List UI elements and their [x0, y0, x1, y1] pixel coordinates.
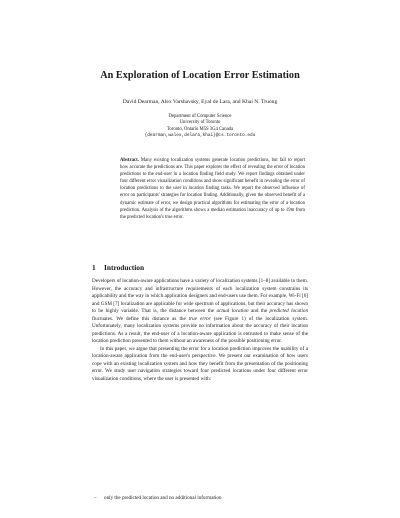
section-number: 1 — [92, 263, 96, 272]
affiliation-university: University of Toronto — [179, 120, 221, 126]
abstract-label: Abstract. — [120, 158, 139, 163]
paragraph-1-part-1: Developers of location-aware applications have a variety of localization systems [1–8] available to them. However, the accuracy and infrastructure requirements of each localization system constrains its applicability and the way in which application designers and end-users use them. For example, Wi-Fi [6] and GSM [7] localization are applicable for wide spectrum of applications, but their accuracy has shown to be highly variable. That is, the distance between the — [92, 278, 308, 314]
paper-title: An Exploration of Location Error Estimation — [100, 70, 300, 81]
abstract — [120, 157, 305, 221]
affiliation-department: Department of Computer Science — [168, 114, 232, 119]
affiliation-email: {dearman,walex,delara,khai}@cs.toronto.edu — [144, 133, 256, 139]
paragraph-1 — [92, 278, 308, 346]
author-list: David Dearman, Alex Varshavsky, Eyal de Lara, and Khai N. Truong — [122, 99, 278, 105]
paragraph-1-part-4: (see Figure 1) of the localization system. Unfortunately, many localization systems provide no information about the accuracy of their location predictions. As a result, the end-user of a location-aware application is entrusted to make sense of the location prediction presented to them without an awareness of the possible positioning error. — [92, 315, 308, 344]
list-marker: – — [94, 495, 97, 501]
paragraph-2: In this paper, we argue that presenting the error for a location prediction improves the usability of a location-aware application from the end-user's perspective. We present our examination of how users cope with an existing localization system and how they benefit from the presentation of the positioning error. We study user navigation strategies toward four predicted locations under four different error visualization conditions, where the user is presented with: — [92, 345, 308, 382]
term-actual-location: actual location — [216, 308, 249, 314]
affiliation-block — [0, 114, 400, 140]
section-title: Introduction — [104, 263, 145, 272]
term-predicted-location: predicted location — [269, 308, 309, 314]
abstract-text: Many existing localization systems generate location predictions, but fail to report how accurate the predictions are. This paper explores the effect of revealing the error of location predictions to the end-user in a location finding field study. We report findings obtained under four different error visualization conditions and show significant benefit in revealing the error of location predictions to the user in location finding tasks. We report the observed influence of error on participants' strategies for location finding. Additionally, given the observed benefit of a dynamic estimate of error, we design practical algorithms for estimating the error of a location prediction. Analysis of the algorithms shows a median estimation inaccuracy of up to 19m from the predicted location's true error. — [120, 158, 306, 220]
term-true-error: true error — [188, 315, 211, 322]
section-heading — [92, 263, 144, 272]
paragraph-1-part-2: and the — [248, 308, 270, 314]
list-item-text: only the predicted location and no additional information — [104, 495, 222, 501]
condition-list — [92, 495, 312, 503]
introduction-body — [92, 278, 308, 383]
list-item — [92, 495, 312, 503]
paragraph-1-part-3: fluctuates. We define this distance as the — [92, 315, 189, 322]
affiliation-address: Toronto, Ontario M5S 3G4 Canada — [166, 126, 234, 132]
